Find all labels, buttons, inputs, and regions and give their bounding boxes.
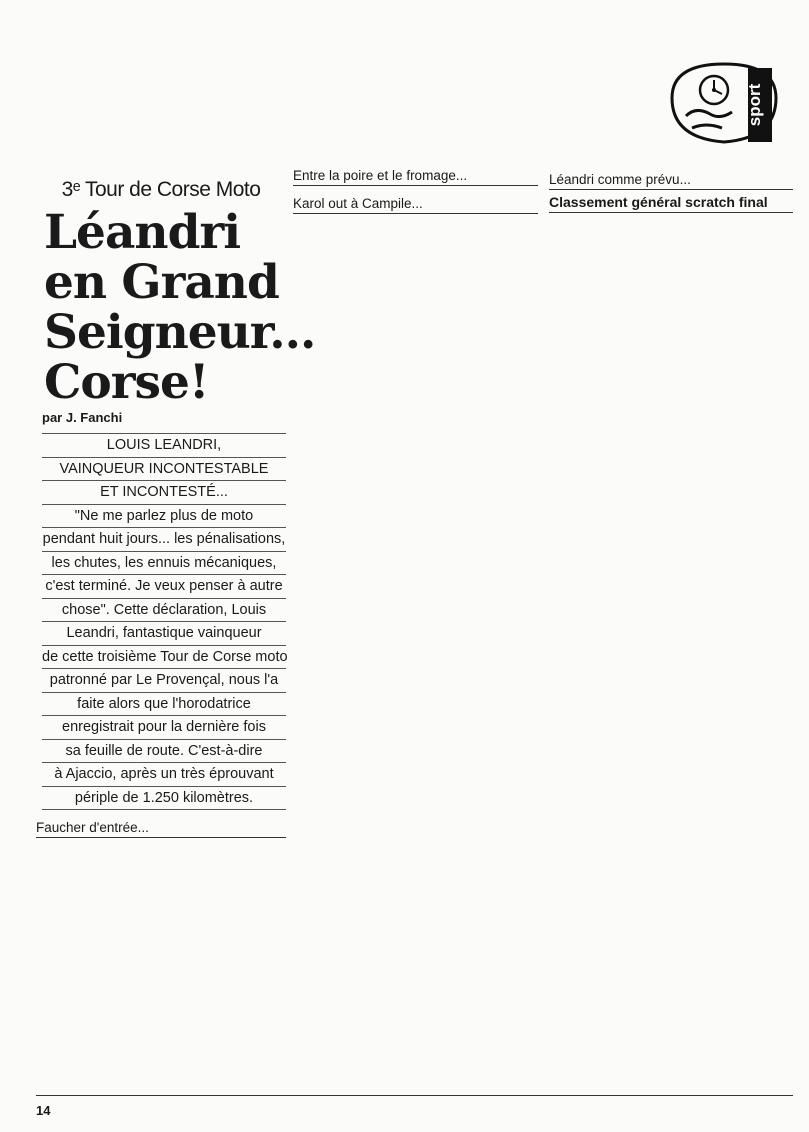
intro-line: pendant huit jours... les pénalisations, [42, 527, 286, 551]
sport-logo [662, 58, 786, 146]
classification-heading: Classement général scratch final [549, 194, 793, 213]
section-heading: Entre la poire et le fromage... [293, 168, 538, 186]
article-headline [44, 205, 316, 410]
intro-line: c'est terminé. Je veux penser à autre [42, 574, 286, 598]
intro-line: périple de 1.250 kilomètres. [42, 786, 286, 811]
section-heading: Faucher d'entrée... [36, 820, 286, 838]
intro-line: "Ne me parlez plus de moto [42, 504, 286, 528]
column-left [36, 168, 316, 842]
intro-line: faite alors que l'horodatrice [42, 692, 286, 716]
intro-line: de cette troisième Tour de Corse moto [42, 645, 286, 669]
headline-line-4: Corse! [44, 355, 209, 410]
intro-line: LOUIS LEANDRI, [42, 433, 286, 457]
intro-line: patronné par Le Provençal, nous l'a [42, 668, 286, 692]
headline-line-2: en Grand [44, 255, 279, 310]
intro-line: Leandri, fantastique vainqueur [42, 621, 286, 645]
intro-line: ET INCONTESTÉ... [42, 480, 286, 504]
intro-line: chose". Cette déclaration, Louis [42, 598, 286, 622]
intro-line: à Ajaccio, après un très éprouvant [42, 762, 286, 786]
intro-line: enregistrait pour la dernière fois [42, 715, 286, 739]
headline-line-3: Seigneur... [44, 305, 316, 360]
section-heading: Léandri comme prévu... [549, 172, 793, 190]
logo-text: sport [745, 83, 764, 127]
article-kicker: 3ᵉ Tour de Corse Moto [61, 178, 261, 201]
byline: par J. Fanchi [42, 410, 123, 425]
intro-line: VAINQUEUR INCONTESTABLE [42, 457, 286, 481]
page-number: 14 [36, 1103, 51, 1118]
section-heading: Karol out à Campile... [293, 196, 538, 214]
headline-line-1: Léandri [44, 205, 241, 260]
column-right [549, 162, 793, 221]
intro-line: sa feuille de route. C'est-à-dire [42, 739, 286, 763]
intro-line: les chutes, les ennuis mécaniques, [42, 551, 286, 575]
column-middle [293, 168, 538, 218]
intro-box [42, 433, 286, 810]
sport-logo-icon [662, 58, 786, 146]
page-bottom-rule [36, 1095, 793, 1096]
